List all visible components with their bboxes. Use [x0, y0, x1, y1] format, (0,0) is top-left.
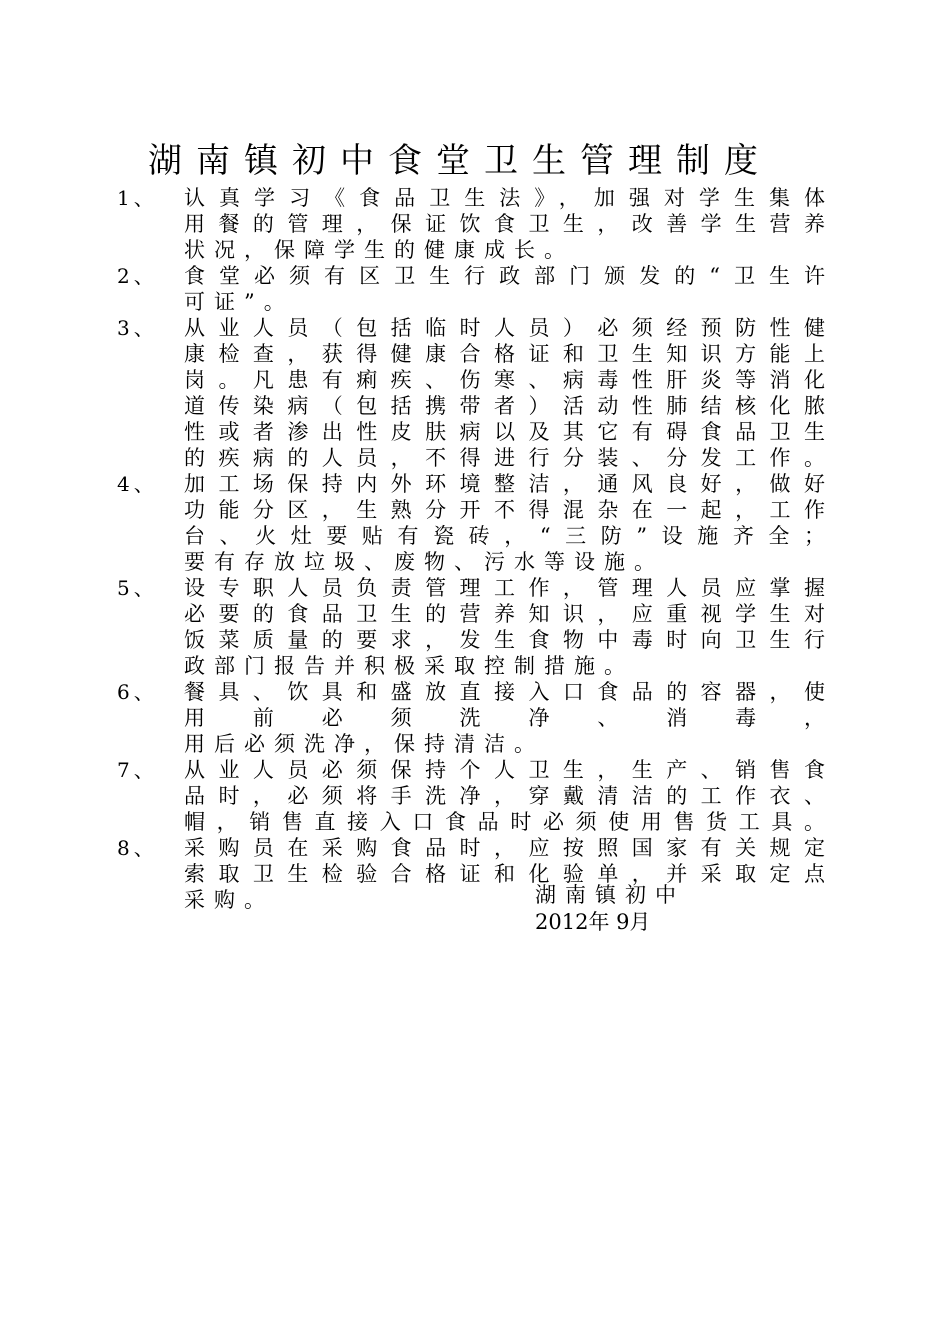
item-text-line: 政部门报告并积极采取控制措施。: [184, 654, 634, 678]
item-text-line: 性或者渗出性皮肤病以及其它有碍食品卫生: [184, 420, 827, 444]
item-text-line: 加工场保持内外环境整洁，通风良好，做好: [184, 472, 827, 496]
regulation-item: [117, 185, 837, 263]
item-number: 6、: [117, 680, 158, 704]
document-title: 湖南镇初中食堂卫生管理制度: [148, 141, 772, 181]
item-text-line: 食堂必须有区卫生行政部门颁发的“卫生许: [184, 264, 827, 288]
regulation-item: [117, 835, 837, 913]
item-text-line: 可证”。: [184, 290, 294, 314]
item-text-line: 用餐的管理，保证饮食卫生，改善学生营养: [184, 212, 827, 236]
item-text-line: 状况，保障学生的健康成长。: [184, 238, 574, 262]
item-text: [184, 263, 827, 315]
signature-organization: 湖南镇初中: [535, 883, 685, 907]
item-text: [184, 471, 827, 575]
item-text: [184, 757, 827, 835]
item-text: [184, 185, 827, 263]
regulation-list: [117, 185, 837, 913]
item-text-line: 从业人员（包括临时人员）必须经预防性健: [184, 316, 827, 340]
item-number: 4、: [117, 472, 158, 496]
item-number: 1、: [117, 186, 158, 210]
item-number: 3、: [117, 316, 158, 340]
item-text-line: 功能分区，生熟分开不得混杂在一起，工作: [184, 498, 827, 522]
item-number: 8、: [117, 836, 158, 860]
regulation-item: [117, 315, 837, 471]
regulation-item: [117, 679, 837, 757]
item-number: 5、: [117, 576, 158, 600]
item-text-line: 要有存放垃圾、废物、污水等设施。: [184, 550, 664, 574]
item-text-line: 认真学习《食品卫生法》，加强对学生集体: [184, 186, 827, 210]
item-text-line: 索取卫生检验合格证和化验单，并采取定点: [184, 862, 827, 886]
item-text-line: 必要的食品卫生的营养知识，应重视学生对: [184, 602, 827, 626]
item-text-line: 采购员在采购食品时，应按照国家有关规定: [184, 836, 827, 860]
regulation-item: [117, 575, 837, 679]
item-text: [184, 679, 827, 757]
regulation-item: [117, 263, 837, 315]
item-text: [184, 315, 827, 471]
signature-date: 2012年 9月: [535, 910, 651, 934]
item-text: [184, 575, 827, 679]
item-text-line: 康检查，获得健康合格证和卫生知识方能上: [184, 342, 827, 366]
item-text-line: 用前必须洗净、消毒，: [184, 706, 827, 730]
regulation-item: [117, 471, 837, 575]
item-text: [184, 835, 827, 913]
item-text-line: 采购。: [184, 888, 274, 912]
item-number: 2、: [117, 264, 158, 288]
item-text-line: 饭菜质量的要求，发生食物中毒时向卫生行: [184, 628, 827, 652]
item-text-line: 台、火灶要贴有瓷砖，“三防”设施齐全；: [184, 524, 827, 548]
item-text-line: 餐具、饮具和盛放直接入口食品的容器，使: [184, 680, 827, 704]
item-text-line: 岗。凡患有痢疾、伤寒、病毒性肝炎等消化: [184, 368, 827, 392]
item-number: 7、: [117, 758, 158, 782]
item-text-line: 的疾病的人员，不得进行分装、分发工作。: [184, 446, 827, 470]
item-text-line: 从业人员必须保持个人卫生，生产、销售食: [184, 758, 827, 782]
item-text-line: 帽，销售直接入口食品时必须使用售货工具。: [184, 810, 827, 834]
item-text-line: 设专职人员负责管理工作，管理人员应掌握: [184, 576, 827, 600]
regulation-item: [117, 757, 837, 835]
signature-block: [535, 882, 685, 936]
item-text-line: 道传染病（包括携带者）活动性肺结核化脓: [184, 394, 827, 418]
item-text-line: 品时，必须将手洗净，穿戴清洁的工作衣、: [184, 784, 827, 808]
item-text-line: 用后必须洗净，保持清洁。: [184, 732, 544, 756]
